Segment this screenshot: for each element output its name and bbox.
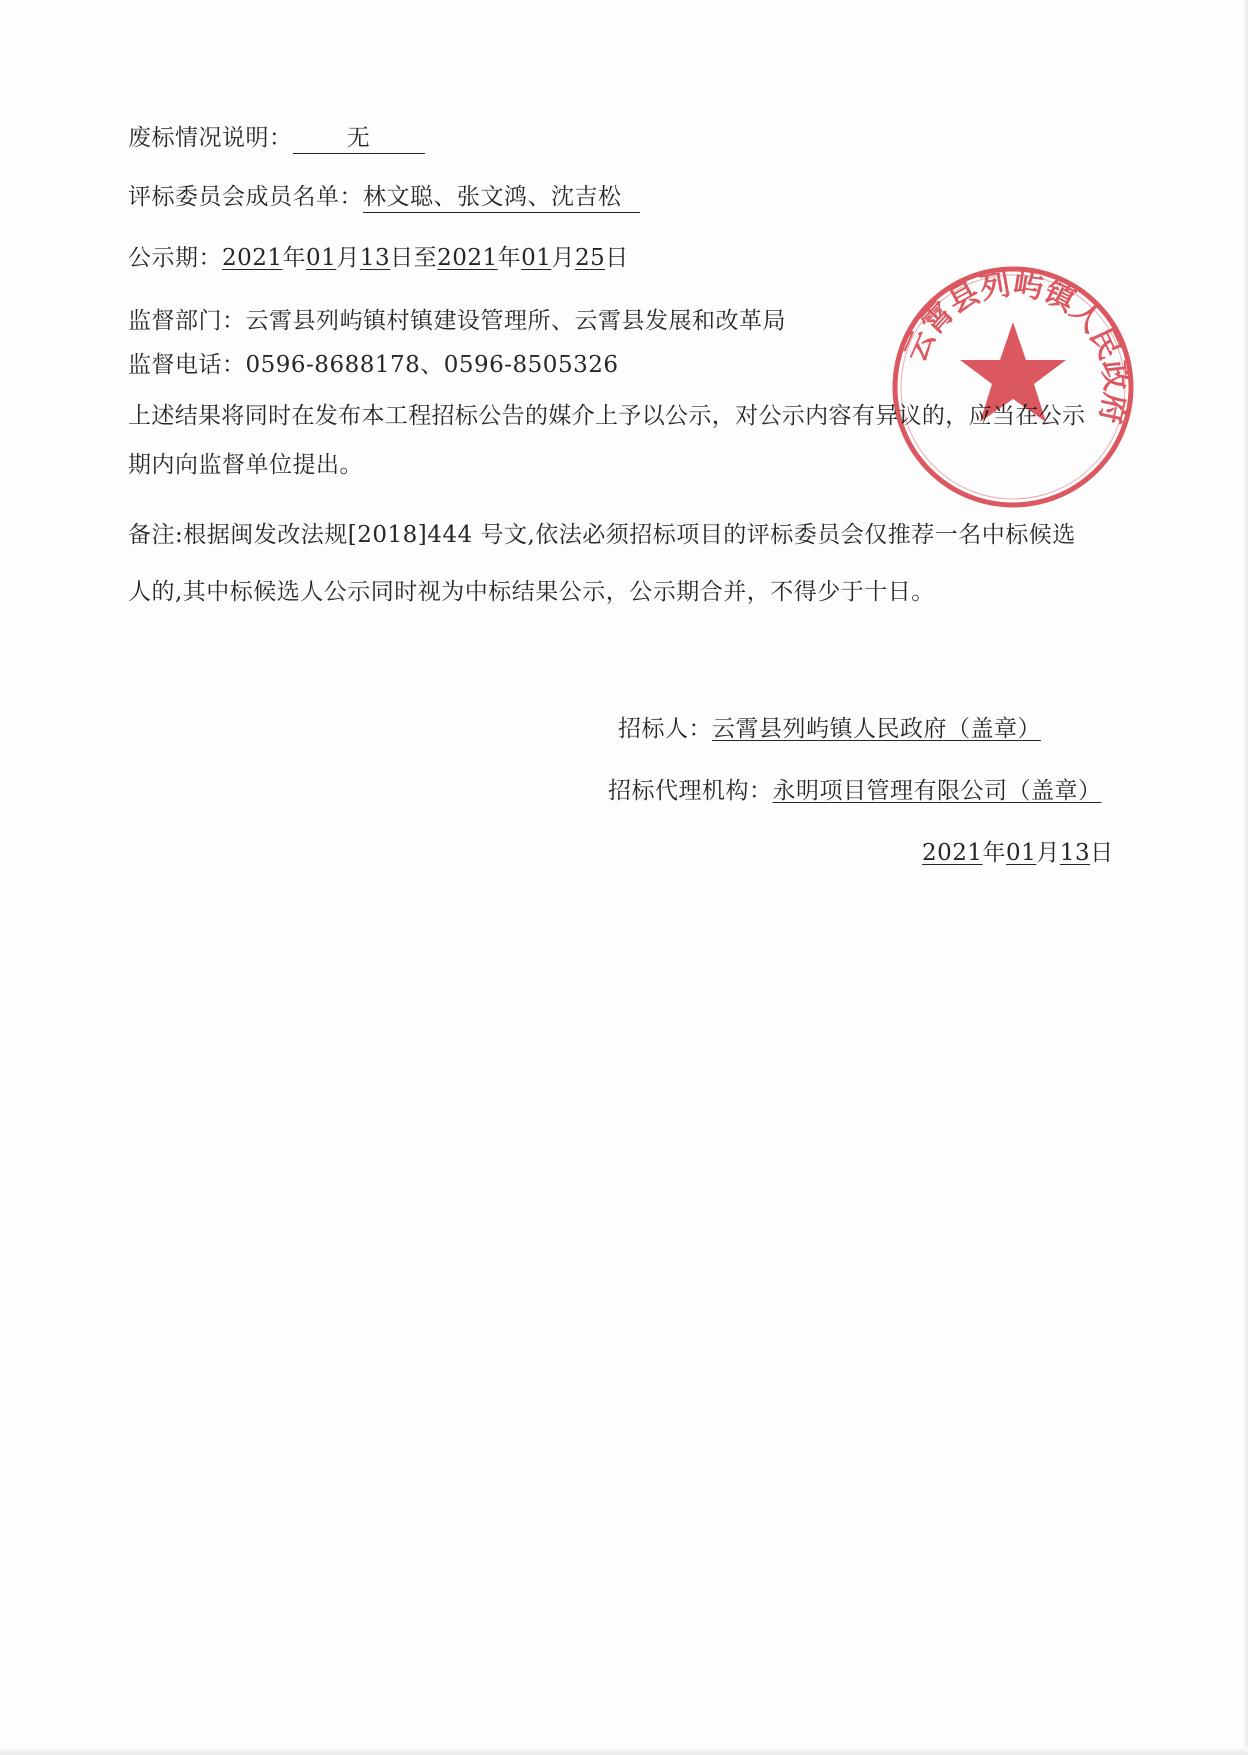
seal-text: 云霄县列屿镇人民政府 bbox=[898, 267, 1133, 427]
statement-line-1: 上述结果将同时在发布本工程招标公告的媒介上予以公示，对公示内容有异议的，应当在公示 bbox=[128, 403, 1086, 429]
supervision-dept-value: 云霄县列屿镇村镇建设管理所、云霄县发展和改革局 bbox=[245, 308, 786, 334]
sign-date-day: 13 bbox=[1059, 840, 1091, 866]
scan-edge-bottom bbox=[0, 1747, 1248, 1755]
tenderer-value: 云霄县列屿镇人民政府（盖章） bbox=[712, 716, 1041, 742]
sign-date-month-char: 月 bbox=[1036, 840, 1060, 866]
sign-date-year-char: 年 bbox=[982, 840, 1007, 866]
publicity-year-char: 年 bbox=[282, 245, 307, 271]
committee-line bbox=[128, 182, 640, 213]
publicity-year-char-2: 年 bbox=[497, 245, 522, 271]
publicity-line bbox=[128, 243, 629, 273]
sign-date-year: 2021 bbox=[922, 840, 983, 866]
publicity-start-day: 13 bbox=[359, 245, 391, 271]
supervision-phone-value: 0596-8688178、0596-8505326 bbox=[245, 352, 619, 378]
committee-value: 林文聪、张文鸿、沈吉松 bbox=[363, 182, 640, 213]
publicity-end-month: 01 bbox=[521, 245, 552, 271]
remark-line-1: 备注:根据闽发改法规[2018]444 号文,依法必须招标项目的评标委员会仅推荐一名中标候选 bbox=[128, 522, 1076, 548]
agency-line bbox=[608, 776, 1102, 806]
agency-value: 永明项目管理有限公司（盖章） bbox=[772, 778, 1102, 804]
sign-date-day-char: 日 bbox=[1090, 840, 1114, 866]
tenderer-line bbox=[618, 714, 1041, 744]
publicity-end-year: 2021 bbox=[437, 245, 498, 271]
committee-label: 评标委员会成员名单： bbox=[128, 184, 363, 210]
publicity-to-text: 日至 bbox=[390, 245, 438, 271]
official-seal-stamp bbox=[888, 262, 1138, 512]
publicity-end-day: 25 bbox=[574, 245, 606, 271]
publicity-month-char-2: 月 bbox=[551, 245, 575, 271]
scan-edge-right bbox=[1242, 0, 1248, 1755]
remark-line-2: 人的,其中标候选人公示同时视为中标结果公示，公示期合并，不得少于十日。 bbox=[128, 579, 935, 605]
waste-bid-line bbox=[128, 123, 425, 154]
waste-bid-label: 废标情况说明： bbox=[128, 125, 293, 151]
publicity-start-month: 01 bbox=[306, 245, 337, 271]
waste-bid-value: 无 bbox=[293, 123, 425, 154]
supervision-dept-line bbox=[128, 306, 786, 336]
supervision-phone-line bbox=[128, 350, 618, 380]
sign-date-month: 01 bbox=[1006, 840, 1037, 866]
supervision-dept-label: 监督部门： bbox=[128, 308, 246, 334]
sign-date-line bbox=[922, 838, 1114, 868]
star-icon bbox=[960, 322, 1066, 422]
tenderer-label: 招标人： bbox=[618, 716, 712, 742]
statement-line-2: 期内向监督单位提出。 bbox=[128, 452, 363, 478]
publicity-month-char: 月 bbox=[336, 245, 360, 271]
publicity-start-year: 2021 bbox=[222, 245, 283, 271]
publicity-day-char: 日 bbox=[605, 245, 629, 271]
agency-label: 招标代理机构： bbox=[608, 778, 773, 804]
supervision-phone-label: 监督电话： bbox=[128, 352, 246, 378]
publicity-label: 公示期： bbox=[128, 245, 222, 271]
